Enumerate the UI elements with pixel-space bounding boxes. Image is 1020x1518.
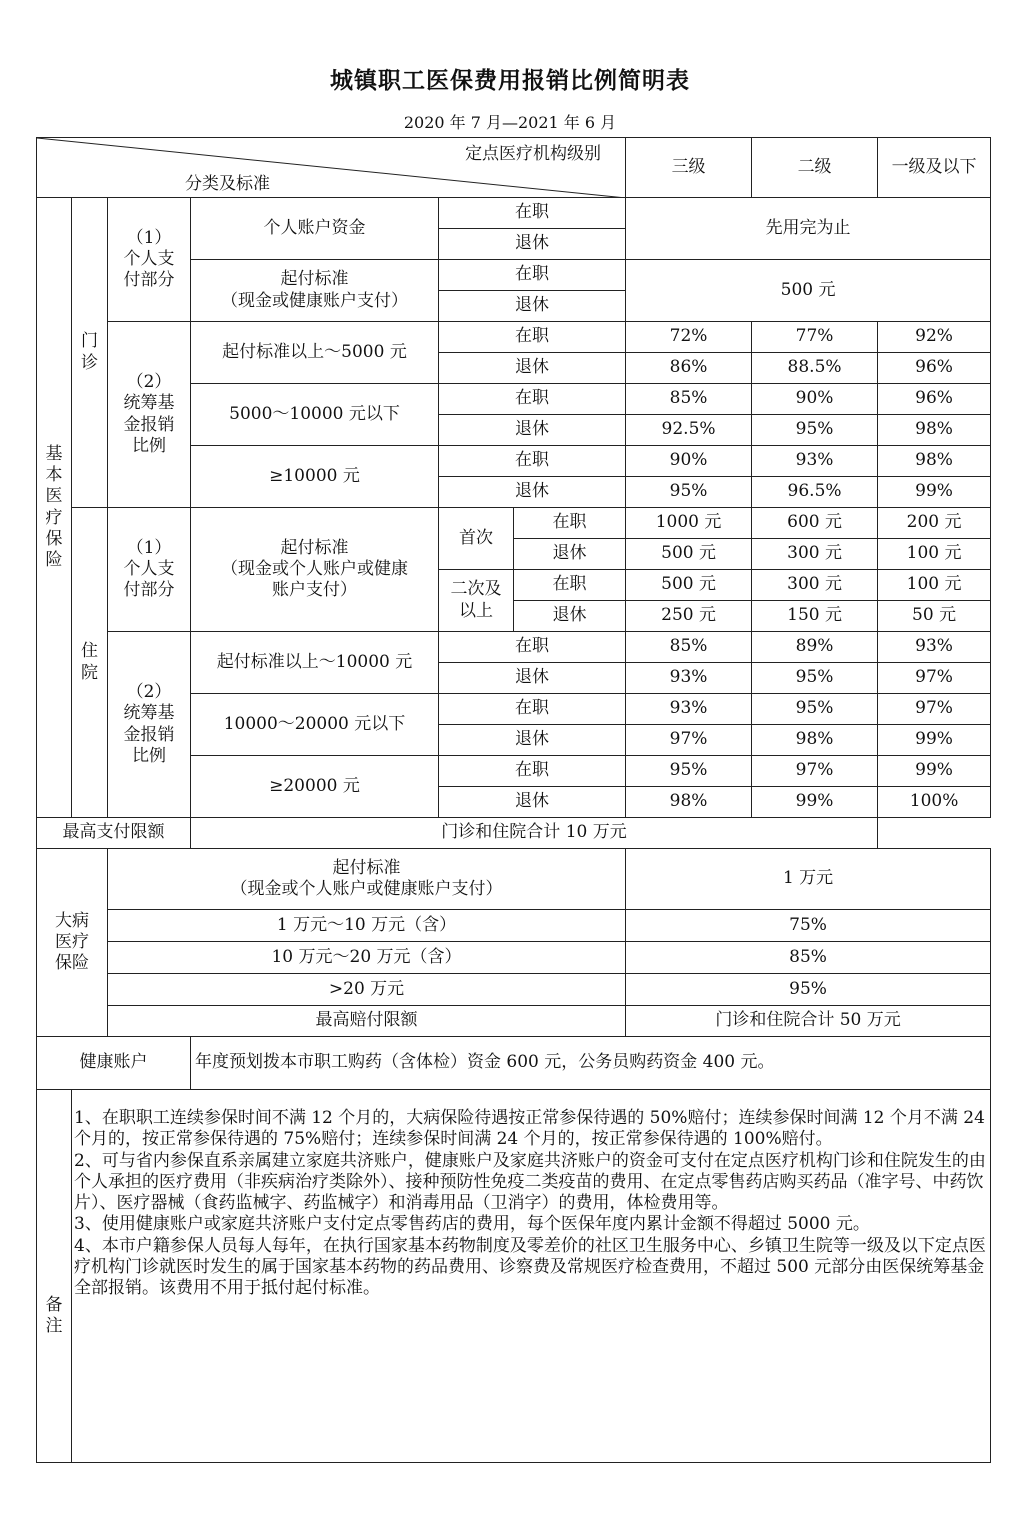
rate-cell: 90% [626,446,752,477]
page-title: 城镇职工医保费用报销比例简明表 [330,68,690,94]
amount-cell: 1000 元 [626,508,752,539]
status-label: 在职 [439,756,626,787]
remark-item: 3、使用健康账户或家庭共济账户支付定点零售药店的费用，每个医保年度内累计金额不得超过 5000 元。 [74,1214,870,1235]
rate-cell: 96% [878,384,991,415]
inpatient-personal-part-label: （1） 个人支 付部分 [108,508,191,632]
inpatient-fund-part-label: （2） 统筹基 金报销 比例 [108,632,191,818]
rate-cell: 96.5% [752,477,878,508]
rate-cell: 93% [626,663,752,694]
amount-cell: 100 元 [878,570,991,601]
rate-cell: 90% [752,384,878,415]
remark-item: 4、本市户籍参保人员每人每年，在执行国家基本药物制度及零差价的社区卫生服务中心、乡镇卫生院等一级及以下定点医疗机构门诊就医时发生的属于国家基本药物的药品费用、诊察费及常规医疗检查费用，不超过 500 元部分由医保统筹基金全部报销。该费用不用于抵付起付标准。 [74,1235,986,1298]
table-row [37,974,991,1006]
second-time-label: 二次及 以上 [439,570,514,632]
rate-cell: 95% [626,756,752,787]
status-label: 退休 [514,601,626,632]
rate-cell: 97% [878,663,991,694]
status-label: 退休 [439,663,626,694]
status-label: 退休 [439,477,626,508]
rate-cell: 99% [752,787,878,818]
amount-cell: 150 元 [752,601,878,632]
rate-cell: 92% [878,322,991,353]
rate-cell: 93% [752,446,878,477]
table-row [37,322,991,353]
rate-cell: 95% [752,415,878,446]
amount-cell: 500 元 [626,539,752,570]
reimbursement-table [36,137,991,1463]
outpatient-personal-part-label: （1） 个人支 付部分 [108,198,191,322]
header-category-label: 分类及标准 [185,173,270,194]
status-label: 退休 [439,725,626,756]
rate-cell: 97% [878,694,991,725]
remarks-content [72,1090,991,1463]
health-account-label: 健康账户 [37,1037,191,1090]
table-row [37,818,991,849]
status-label: 在职 [439,260,626,291]
critical-max-value: 门诊和住院合计 50 万元 [626,1006,991,1037]
outpatient-deductible-value: 500 元 [626,260,991,322]
first-time-label: 首次 [439,508,514,570]
remark-item: 2、可与省内参保直系亲属建立家庭共济账户，健康账户及家庭共济账户的资金可支付在定点医疗机构门诊和住院发生的由个人承担的医疗费用（非疾病治疗类除外）、接种预防性免疫二类疫苗的费用、在定点零售药店购买药品（准字号、中药饮片）、医疗器械（食药监械字、药监械字）和消毒用品（卫消字）的费用，体检费用等。 [74,1150,986,1213]
max-payment-value: 门诊和住院合计 10 万元 [191,818,878,849]
rate-cell: 88.5% [752,353,878,384]
band-label: 5000～10000 元以下 [191,384,439,446]
rate-cell: 99% [878,725,991,756]
status-label: 在职 [439,384,626,415]
rate-cell: 98% [752,725,878,756]
max-payment-label: 最高支付限额 [37,818,191,849]
table-row [37,849,991,910]
status-label: 退休 [439,291,626,322]
header-row [37,138,991,198]
rate-cell: 92.5% [626,415,752,446]
outpatient-label: 门诊 [72,198,108,508]
status-label: 退休 [514,539,626,570]
status-label: 退休 [439,415,626,446]
header-level-2: 二级 [752,138,878,198]
rate-cell: 89% [752,632,878,663]
amount-cell: 100 元 [878,539,991,570]
amount-cell: 50 元 [878,601,991,632]
status-label: 在职 [514,508,626,539]
rate-cell: 98% [626,787,752,818]
amount-cell: 250 元 [626,601,752,632]
outpatient-fund-part-label: （2） 统筹基 金报销 比例 [108,322,191,508]
basic-insurance-label: 基本医疗保险 [37,198,72,818]
status-label: 退休 [439,229,626,260]
tier-value: 85% [626,942,991,974]
critical-deductible-label: 起付标准 （现金或个人账户或健康账户支付） [108,849,626,910]
amount-cell: 200 元 [878,508,991,539]
personal-account-label: 个人账户资金 [191,198,439,260]
tier-value: 75% [626,910,991,942]
table-row [37,632,991,663]
remark-item: 1、在职职工连续参保时间不满 12 个月的，大病保险待遇按正常参保待遇的 50%赔付；连续参保时间满 12 个月不满 24 个月的，按正常参保待遇的 75%赔付；连续参保时间满 24 个月的，按正常参保待遇的 100%赔付。 [74,1108,985,1150]
outpatient-deductible-label: 起付标准 （现金或健康账户支付） [191,260,439,322]
inpatient-label: 住院 [72,508,108,818]
status-label: 在职 [439,694,626,725]
critical-max-label: 最高赔付限额 [108,1006,626,1037]
rate-cell: 99% [878,756,991,787]
status-label: 在职 [439,198,626,229]
rate-cell: 85% [626,384,752,415]
critical-deductible-value: 1 万元 [626,849,991,910]
rate-cell: 96% [878,353,991,384]
rate-cell: 72% [626,322,752,353]
status-label: 在职 [439,446,626,477]
inpatient-deductible-label: 起付标准 （现金或个人账户或健康 账户支付） [191,508,439,632]
rate-cell: 97% [626,725,752,756]
table-row [37,198,991,229]
date-range: 2020 年 7 月—2021 年 6 月 [403,113,617,132]
amount-cell: 300 元 [752,539,878,570]
critical-insurance-label: 大病 医疗 保险 [37,849,108,1037]
rate-cell: 77% [752,322,878,353]
remarks-label: 备 注 [37,1090,72,1463]
status-label: 退休 [439,787,626,818]
tier-label: >20 万元 [108,974,626,1006]
rate-cell: 98% [878,415,991,446]
status-label: 在职 [514,570,626,601]
rate-cell: 95% [626,477,752,508]
table-row [37,942,991,974]
rate-cell: 99% [878,477,991,508]
table-row [37,910,991,942]
header-level-1: 一级及以下 [878,138,991,198]
table-row [37,1037,991,1090]
table-row [37,1006,991,1037]
rate-cell: 100% [878,787,991,818]
status-label: 退休 [439,353,626,384]
header-level-3: 三级 [626,138,752,198]
table-row [37,508,991,539]
band-label: 10000～20000 元以下 [191,694,439,756]
band-label: 起付标准以上～10000 元 [191,632,439,694]
rate-cell: 95% [752,694,878,725]
rate-cell: 93% [626,694,752,725]
tier-label: 1 万元～10 万元（含） [108,910,626,942]
band-label: ≥20000 元 [191,756,439,818]
health-account-text: 年度预划拨本市职工购药（含体检）资金 600 元，公务员购药资金 400 元。 [191,1037,991,1090]
tier-value: 95% [626,974,991,1006]
band-label: ≥10000 元 [191,446,439,508]
rate-cell: 93% [878,632,991,663]
remarks-row [37,1090,991,1463]
amount-cell: 300 元 [752,570,878,601]
rate-cell: 95% [752,663,878,694]
rate-cell: 98% [878,446,991,477]
diagonal-header-cell [37,138,626,198]
amount-cell: 600 元 [752,508,878,539]
amount-cell: 500 元 [626,570,752,601]
personal-account-value: 先用完为止 [626,198,991,260]
tier-label: 10 万元～20 万元（含） [108,942,626,974]
rate-cell: 97% [752,756,878,787]
status-label: 在职 [439,322,626,353]
status-label: 在职 [439,632,626,663]
band-label: 起付标准以上～5000 元 [191,322,439,384]
rate-cell: 86% [626,353,752,384]
rate-cell: 85% [626,632,752,663]
header-level-label: 定点医疗机构级别 [465,144,602,164]
